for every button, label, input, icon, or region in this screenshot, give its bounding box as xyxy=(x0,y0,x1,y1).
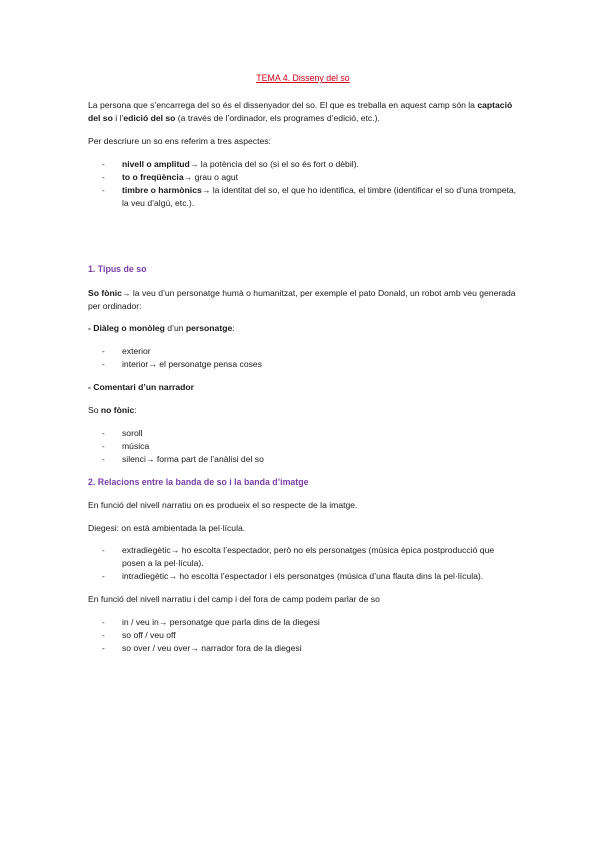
comentari-heading: - Comentari d’un narrador xyxy=(88,382,194,393)
camp-paragraph: En funció del nivell narratiu i del camp i del fora de camp podem parlar de so xyxy=(88,594,380,605)
nofonic-list xyxy=(88,427,518,466)
list-item: - to o freqüència→ grau o agut xyxy=(102,171,239,182)
aspects-list xyxy=(88,158,518,210)
diegesi-list xyxy=(88,544,518,583)
list-item: - timbre o harmònics→ la identitat del so, el que ho identifica, el timbre (identificar el so d’una trompeta, la veu d’algú, etc.). xyxy=(102,184,517,208)
intro-paragraph: La persona que s’encarrega del so és el dissenyador del so. El que es treballa en aquest camp són la captació del so i l’edició del so (a través de l’ordinador, els programes d’edició, etc.). xyxy=(88,100,513,124)
list-item: - silenci→ forma part de l’anàlisi del so xyxy=(102,453,264,464)
document-title: TEMA 4. Disseny del so xyxy=(256,73,350,83)
nofonic-heading: So no fònic: xyxy=(88,404,137,415)
document-body xyxy=(88,72,518,665)
list-item: - nivell o amplitud→ la potència del so (si el so és fort o dèbil). xyxy=(102,158,359,169)
fonic-paragraph: So fònic→ la veu d’un personatge humà o humanitzat, per exemple el pato Donald, un robot amb veu generada per ordinador: xyxy=(88,287,516,311)
list-item: - intradiegètic→ ho escolta l’espectador i els personatges (música d’una flauta dins la pel·lícula). xyxy=(102,571,484,582)
list-item: - extradiegètic→ ho escolta l’espectador, però no els personatges (música èpica postproducció que posen a la pel·lícula). xyxy=(102,545,495,569)
diegesi-paragraph: Diegesi: on està ambientada la pel·lícula. xyxy=(88,522,246,533)
list-item: - exterior xyxy=(102,346,151,357)
list-item: - so off / veu off xyxy=(102,629,176,640)
camp-list xyxy=(88,616,518,655)
list-item: - in / veu in→ personatge que parla dins de la diegesi xyxy=(102,617,320,628)
list-item: - so over / veu over→ narrador fora de la diegesi xyxy=(102,642,302,653)
aspects-intro: Per descriure un so ens referim a tres aspectes: xyxy=(88,135,271,146)
dialeg-heading: - Diàleg o monòleg d’un personatge: xyxy=(88,323,235,334)
list-item: - interior→ el personatge pensa coses xyxy=(102,359,262,370)
section-2-heading: 2. Relacions entre la banda de so i la banda d’imatge xyxy=(88,476,309,487)
list-item: - soroll xyxy=(102,427,143,438)
nivell-paragraph: En funció del nivell narratiu on es produeix el so respecte de la imatge. xyxy=(88,499,358,510)
section-1-heading: 1. Tipus de so xyxy=(88,264,147,275)
dialeg-list xyxy=(88,345,518,371)
list-item: - música xyxy=(102,440,150,451)
